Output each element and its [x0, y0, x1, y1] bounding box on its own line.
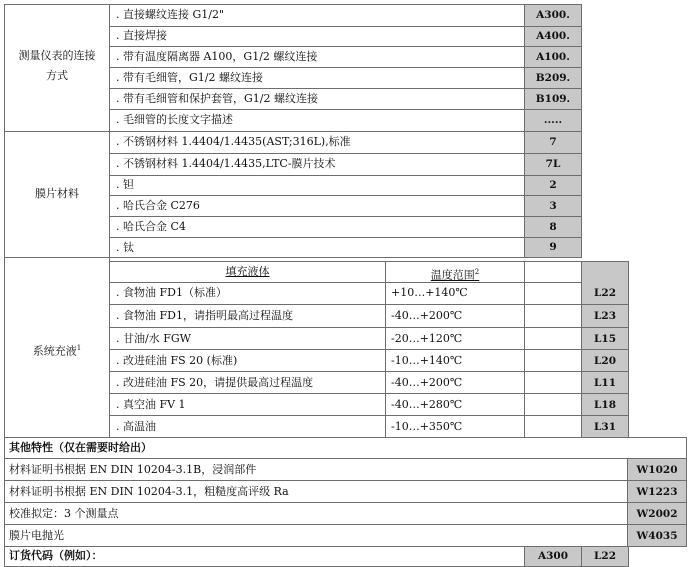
connection-row-text: . 毛细管的长度文字描述 — [116, 113, 233, 126]
fill-row-temp: -40…+280℃ — [391, 398, 463, 411]
connection-row-text: . 带有毛细管，G1/2 螺纹连接 — [116, 71, 263, 84]
connection-row-code: B109. — [535, 93, 571, 105]
other-row-text: 校准拟定：3 个测量点 — [9, 507, 119, 520]
connection-row-code: A100. — [536, 51, 570, 63]
diaphragm-row-code: 7 — [549, 136, 557, 148]
other-row-code: W1020 — [636, 464, 678, 476]
other-row-text: 膜片电抛光 — [9, 529, 64, 542]
fill-row-temp: -10…+140℃ — [391, 354, 463, 367]
connection-row-text: . 直接焊接 — [116, 29, 167, 42]
connection-label-line2: 方式 — [46, 69, 68, 82]
connection-row-text: . 直接螺纹连接 G1/2" — [116, 8, 225, 21]
diaphragm-row-code: 2 — [549, 179, 557, 191]
diaphragm-row-code: 7L — [545, 158, 561, 170]
fill-row-temp: -40…+200℃ — [391, 309, 463, 322]
fill-row-code: L23 — [594, 310, 616, 322]
diaphragm-row-text: . 钛 — [116, 241, 134, 254]
fill-row-text: . 改进硅油 FS 20，请提供最高过程温度 — [116, 376, 314, 389]
other-row-text: 材料证明书根据 EN DIN 10204-3.1B，浸润部件 — [9, 463, 257, 476]
connection-section-label — [5, 46, 109, 86]
fill-row-text: . 高温油 — [116, 420, 156, 433]
fill-row-code: L31 — [594, 421, 616, 433]
fill-label-footnote: 1 — [76, 344, 82, 352]
fill-section-label — [5, 338, 109, 362]
fill-row-text: . 食物油 FD1，请指明最高过程温度 — [116, 309, 293, 322]
diaphragm-row-text: . 不锈钢材料 1.4404/1.4435,LTC-膜片技术 — [116, 157, 336, 170]
fill-row-code: L20 — [594, 355, 616, 367]
other-row-code: W2002 — [636, 508, 678, 520]
diaphragm-row-text: . 哈氏合金 C4 — [116, 220, 186, 233]
diaphragm-row-text: . 不锈钢材料 1.4404/1.4435(AST;316L),标准 — [116, 135, 351, 148]
fill-row-temp: -20…+120℃ — [391, 332, 463, 345]
fill-row-text: . 食物油 FD1（标准） — [116, 286, 227, 299]
other-row-code: W1223 — [636, 486, 678, 498]
fill-header-temp-footnote: 2 — [474, 268, 480, 276]
connection-row-code: B209. — [535, 72, 571, 84]
other-section-title: 其他特性（仅在需要时给出） — [9, 441, 152, 454]
connection-row-code: A400. — [536, 30, 570, 42]
connection-label-line1: 测量仪表的连接 — [18, 49, 96, 62]
fill-header-fluid: 填充液体 — [225, 265, 270, 278]
fill-row-temp: +10…+140℃ — [391, 286, 468, 299]
fill-label: 系统充液 — [32, 344, 77, 358]
order-example-code-1: A300 — [537, 550, 569, 562]
fill-header-temp — [386, 265, 524, 283]
connection-row-code: A300. — [536, 9, 570, 21]
other-row-code: W4035 — [636, 530, 678, 542]
fill-row-code: L18 — [594, 399, 616, 411]
fill-header-temp-label: 温度范围 — [430, 268, 475, 282]
fill-row-text: . 真空油 FV 1 — [116, 398, 186, 411]
fill-row-code: L11 — [594, 377, 616, 389]
diaphragm-row-code: 8 — [549, 221, 557, 233]
diaphragm-section-label: 膜片材料 — [35, 187, 79, 200]
fill-row-text: . 改进硅油 FS 20 (标准) — [116, 354, 238, 367]
fill-row-temp: -40…+200℃ — [391, 376, 463, 389]
connection-row-code: ..... — [543, 114, 563, 126]
connection-row-text: . 带有温度隔离器 A100，G1/2 螺纹连接 — [116, 50, 318, 63]
order-example-label: 订货代码（例如）： — [9, 549, 103, 562]
diaphragm-row-code: 3 — [549, 200, 557, 212]
diaphragm-row-text: . 钽 — [116, 178, 134, 191]
connection-row-text: . 带有毛细管和保护套管，G1/2 螺纹连接 — [116, 92, 318, 105]
diaphragm-row-text: . 哈氏合金 C276 — [116, 199, 200, 212]
fill-row-text: . 甘油/水 FGW — [116, 332, 191, 345]
fill-row-code: L15 — [594, 333, 616, 345]
fill-row-temp: -10…+350℃ — [391, 420, 463, 433]
other-row-text: 材料证明书根据 EN DIN 10204-3.1，粗糙度高评级 Ra — [9, 485, 289, 498]
diaphragm-row-code: 9 — [549, 241, 557, 253]
fill-row-code: L22 — [594, 287, 616, 299]
order-example-code-2: L22 — [594, 550, 616, 562]
